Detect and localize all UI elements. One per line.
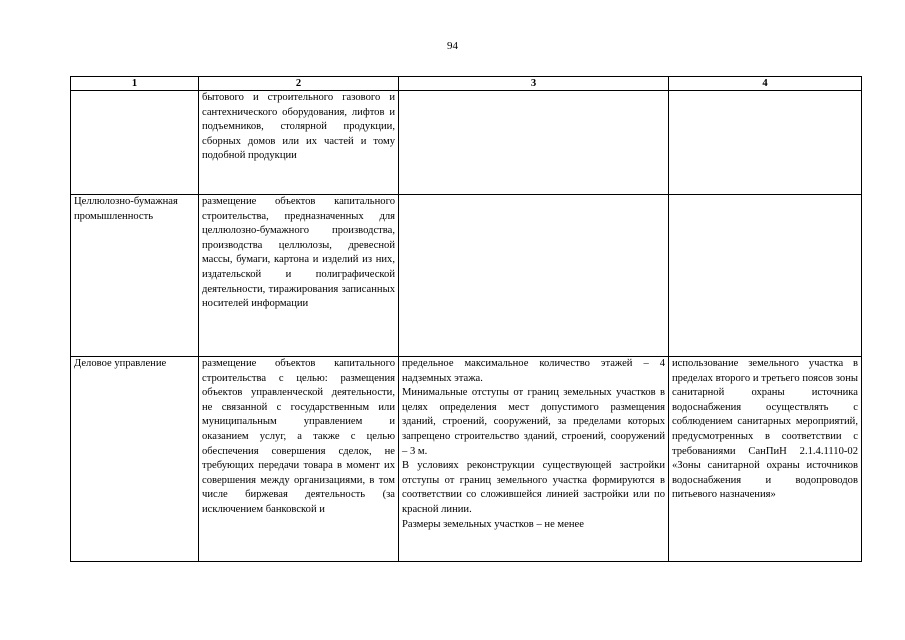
restrictions-cell — [669, 91, 862, 195]
table-row — [71, 91, 862, 195]
parameters-cell — [399, 91, 669, 195]
restrictions-cell: использование земельного участка в пределах второго и третьего поясов зоны санитарной охраны источника водоснабжения осуществлять с соблюдением санитарных мероприятий, предусмотренных в соответствии с требованиями СанПиН 2.1.4.1110-02 «Зоны санитарной охраны источников водоснабжения и водопроводов питьевого назначения» — [669, 357, 862, 562]
restrictions-cell — [669, 195, 862, 357]
use-type-cell: Целлюлозно-бумажная промышленность — [71, 195, 199, 357]
parameters-text: предельное максимальное количество этажей – 4 надземных этажа. Минимальные отступы от границ земельных участков в целях определения мест допустимого размещения зданий, строений, сооружений, за пределами которых запрещено строительство зданий, строений, сооружений – 3 м. В условиях реконструкции существующей застройки отступы от границ земельного участка формируются в соответствии со сложившейся линией застройки или по красной линии. Размеры земельных участков – не менее — [402, 358, 665, 530]
column-header-3: 3 — [399, 77, 669, 91]
parameters-cell — [399, 195, 669, 357]
table-row — [71, 357, 862, 562]
regulations-table — [70, 76, 862, 562]
use-type-cell: Деловое управление — [71, 357, 199, 562]
page-number: 94 — [447, 40, 458, 52]
use-type-cell — [71, 91, 199, 195]
table-row — [71, 195, 862, 357]
use-description-cell: размещение объектов капитального строительства, предназначенных для целлюлозно-бумажного производства, производства целлюлозы, древесной массы, бумаги, картона и изделий из них, издательской и полиграфической деятельности, тиражирования записанных носителей информации — [199, 195, 399, 357]
column-header-1: 1 — [71, 77, 199, 91]
column-header-4: 4 — [669, 77, 862, 91]
table-header-row — [71, 77, 862, 91]
parameters-cell — [399, 357, 669, 562]
use-description-cell: бытового и строительного газового и сантехнического оборудования, лифтов и подъемников, столярной продукции, сборных домов или их частей и тому подобной продукции — [199, 91, 399, 195]
use-description-cell: размещение объектов капитального строительства с целью: размещения объектов управленческой деятельности, не связанной с государственным или муниципальным управлением и оказанием услуг, а также с целью обеспечения совершения сделок, не требующих передачи товара в момент их совершения между организациями, в том числе биржевая деятельность (за исключением банковской и — [199, 357, 399, 562]
column-header-2: 2 — [199, 77, 399, 91]
